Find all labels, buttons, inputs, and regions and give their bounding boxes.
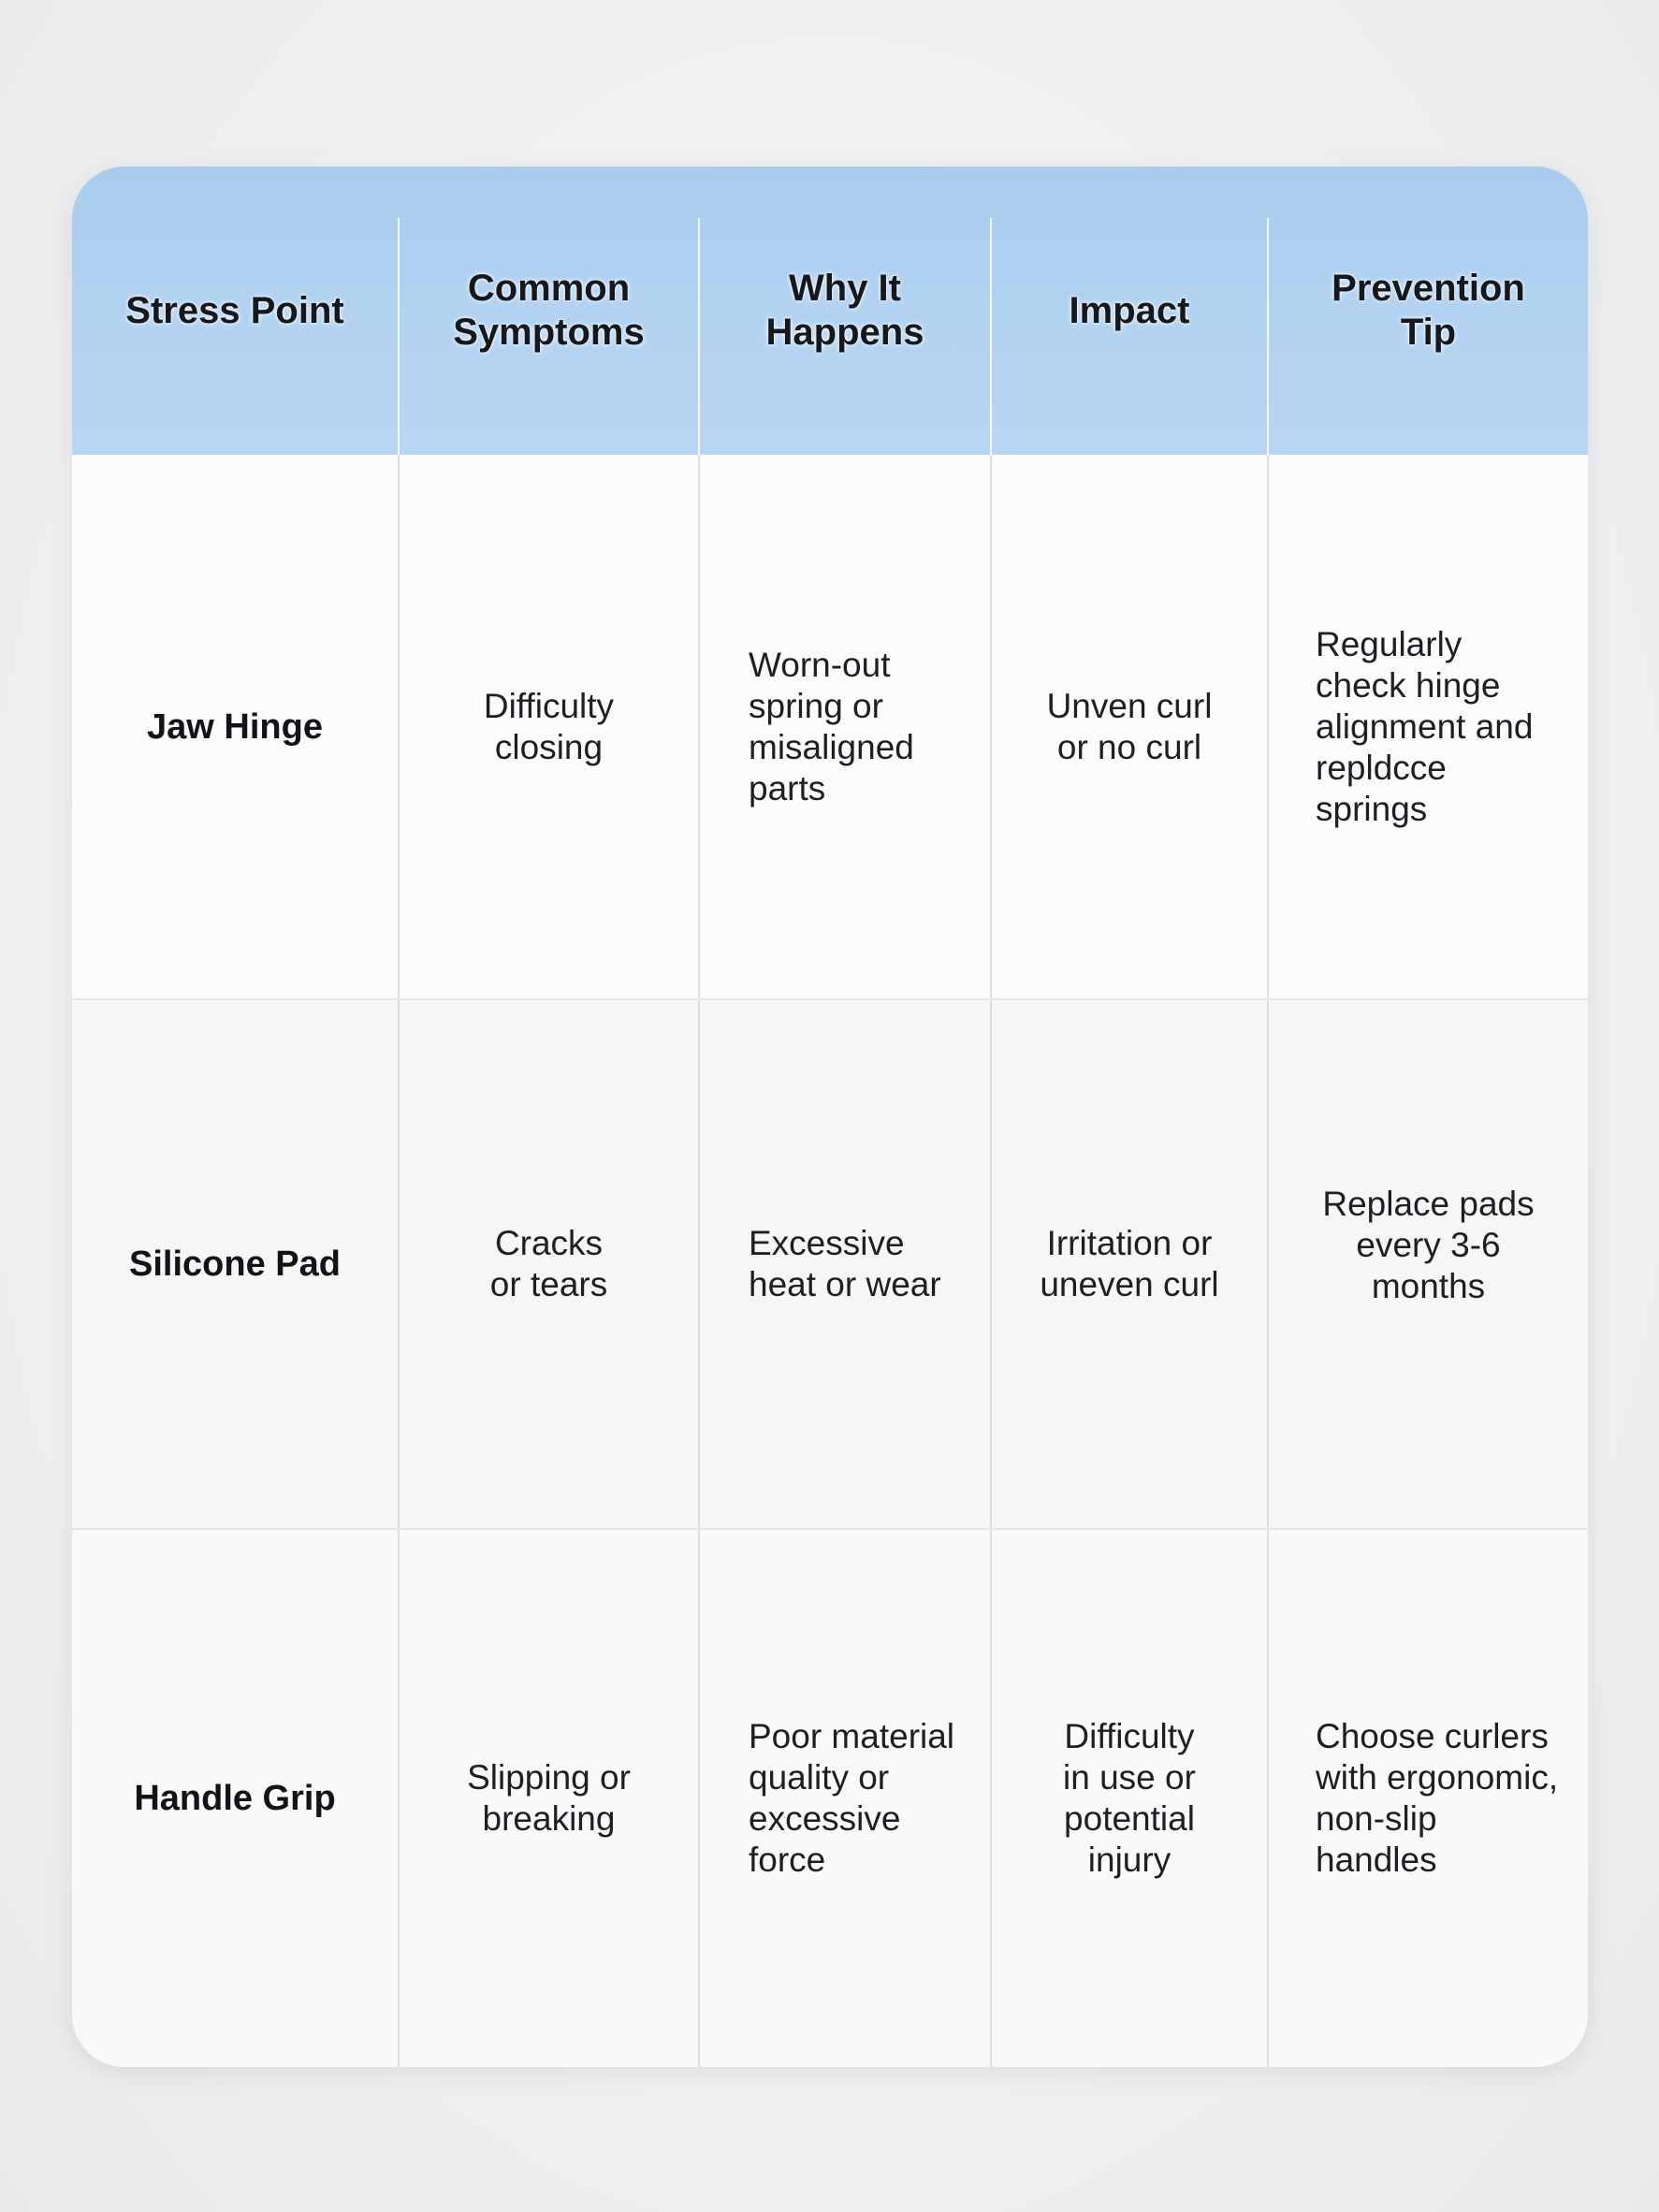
table-row-2-impact: Irritation or uneven curl <box>1040 1224 1219 1303</box>
stress-point-table <box>72 167 1588 2067</box>
table-row-2-stress-point: Silicone Pad <box>129 1244 341 1284</box>
table-row-3-tip: Choose curlers with ergonomic, non-slip handles <box>1316 1716 1559 1879</box>
table-row-1-why: Worn-out spring or misaligned parts <box>749 646 914 808</box>
header-common-symptoms: Common Symptoms <box>453 268 645 353</box>
table-row-3-impact: Difficulty in use or potential injury <box>1063 1716 1196 1879</box>
header-why-it-happens: Why It Happens <box>765 268 924 353</box>
header-stress-point: Stress Point <box>125 289 344 331</box>
table-row-2-tip: Replace pads every 3-6 months <box>1322 1185 1535 1305</box>
table-row-3-stress-point: Handle Grip <box>134 1778 336 1818</box>
table-row-1-symptoms: Difficulty closing <box>483 687 615 766</box>
table-row-3-why: Poor material quality or excessive force <box>749 1716 955 1879</box>
table-row-3-symptoms: Slipping or breaking <box>467 1757 631 1838</box>
table-row-1-stress-point: Jaw Hinge <box>147 707 323 747</box>
header-impact: Impact <box>1069 289 1190 331</box>
table-row-1-tip: Regularly check hinge alignment and repldcce springs <box>1316 625 1534 828</box>
table-row-1-impact: Unven curl or no curl <box>1046 687 1213 766</box>
header-prevention-tip: Prevention Tip <box>1332 268 1525 353</box>
table-row-2-symptoms: Cracks or tears <box>489 1224 608 1303</box>
table-row-2-why: Excessive heat or wear <box>749 1224 941 1303</box>
